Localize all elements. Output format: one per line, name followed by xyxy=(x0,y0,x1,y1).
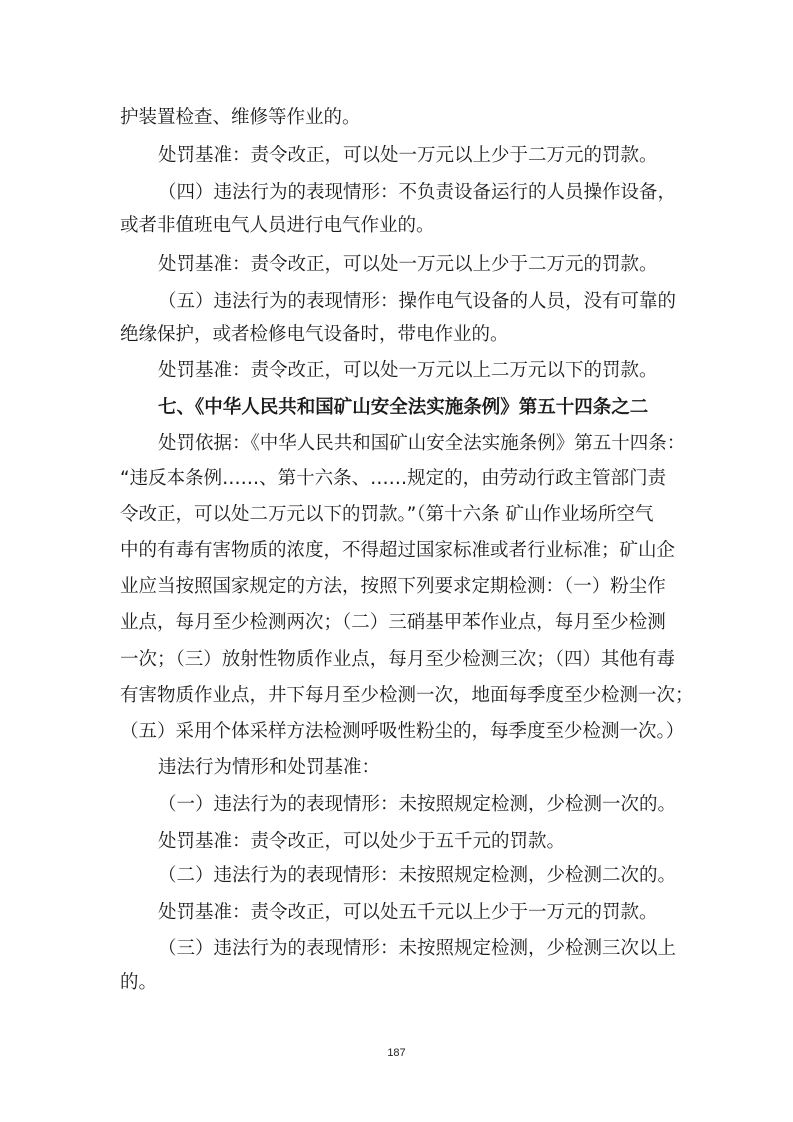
text-line: （二）违法行为的表现情形：未按照规定检测，少检测二次的。 xyxy=(158,865,677,886)
text-line: 处罚基准：责令改正，可以处五千元以上少于一万元的罚款。 xyxy=(158,902,658,923)
text-line: （三）违法行为的表现情形：未按照规定检测，少检测三次以上 xyxy=(158,938,677,959)
text-line: “违反本条例……、第十六条、……规定的，由劳动行政主管部门责 xyxy=(120,468,667,489)
text-line: 业应当按照国家规定的方法，按照下列要求定期检测：（一）粉尘作 xyxy=(120,576,666,597)
section-heading: 七、《中华人民共和国矿山安全法实施条例》第五十四条之二 xyxy=(158,397,649,418)
text-line: 中的有毒有害物质的浓度，不得超过国家标准或者行业标准；矿山企 xyxy=(120,540,676,561)
text-line: （四）违法行为的表现情形：不负责设备运行的人员操作设备， xyxy=(158,182,677,203)
text-line: 处罚依据：《中华人民共和国矿山安全法实施条例》第五十四条： xyxy=(158,433,686,454)
text-line: 绝缘保护，或者检修电气设备时，带电作业的。 xyxy=(120,324,509,345)
text-line: 处罚基准：责令改正，可以处一万元以上少于二万元的罚款。 xyxy=(158,254,658,275)
text-line: 处罚基准：责令改正，可以处一万元以上少于二万元的罚款。 xyxy=(158,145,658,166)
text-line: 的。 xyxy=(120,972,158,993)
text-line: 处罚基准：责令改正，可以处少于五千元的罚款。 xyxy=(158,831,566,852)
text-line: （一）违法行为的表现情形：未按照规定检测，少检测一次的。 xyxy=(158,794,677,815)
text-line: 令改正，可以处二万元以下的罚款。”（第十六条 矿山作业场所空气 xyxy=(120,504,654,525)
text-line: 有害物质作业点，井下每月至少检测一次，地面每季度至少检测一次； xyxy=(120,685,694,706)
text-line: （五）采用个体采样方法检测呼吸性粉尘的，每季度至少检测一次。） xyxy=(120,721,685,742)
text-line: （五）违法行为的表现情形：操作电气设备的人员，没有可靠的 xyxy=(158,291,677,312)
text-line: 一次；（三）放射性物质作业点，每月至少检测三次；（四）其他有毒 xyxy=(120,649,676,670)
page-number: 187 xyxy=(387,1047,406,1059)
text-line: 护装置检查、维修等作业的。 xyxy=(120,107,361,128)
text-line: 处罚基准：责令改正，可以处一万元以上二万元以下的罚款。 xyxy=(158,360,658,381)
text-line: 业点，每月至少检测两次；（二）三硝基甲苯作业点，每月至少检测 xyxy=(120,612,666,633)
text-line: 或者非值班电气人员进行电气作业的。 xyxy=(120,215,435,236)
text-line: 违法行为情形和处罚基准： xyxy=(158,757,381,778)
